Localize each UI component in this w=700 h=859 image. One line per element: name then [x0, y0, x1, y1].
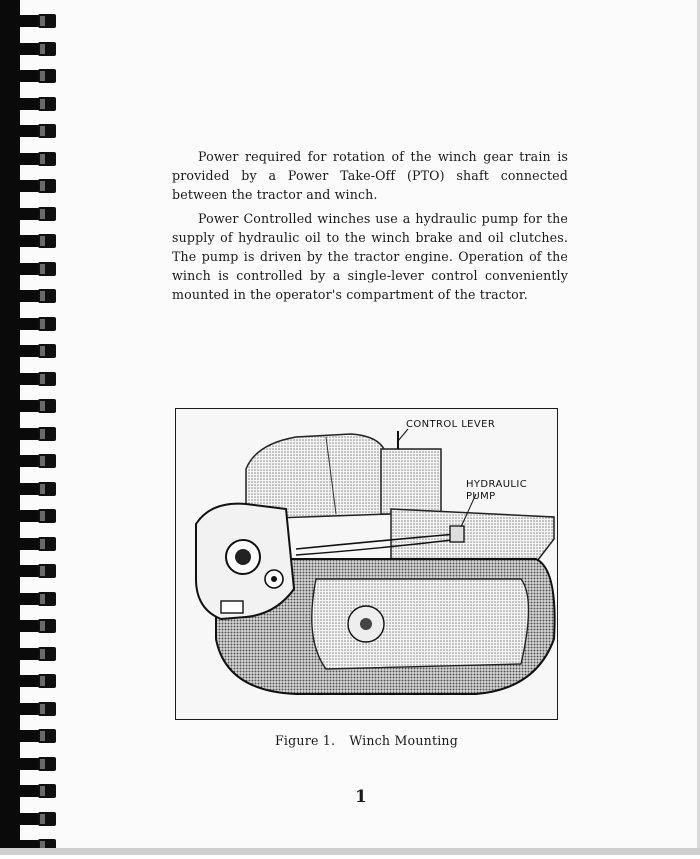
binding-coil [18, 452, 60, 470]
winch-tractor-illustration [176, 409, 558, 720]
binding-coil [18, 315, 60, 333]
binding-coil [18, 535, 60, 553]
binding-coil [18, 287, 60, 305]
binding-coil [18, 177, 60, 195]
binding-spine [0, 0, 20, 855]
body-paragraph-2: Power Controlled winches use a hydraulic pump for the supply of hydraulic oil to the winch brake and oil clutches. The pump is driven by the tractor engine. Operation of the winch is controlled by a single-lever control conveniently mounted in the operator's compartment of the tractor. [172, 210, 568, 303]
figure-caption [175, 733, 558, 748]
binding-coil [18, 480, 60, 498]
body-paragraph-1: Power required for rotation of the winch gear train is provided by a Power Take-Off (PTO) shaft connected between the tractor and winch. [172, 148, 568, 202]
binding-coil [18, 755, 60, 773]
binding-coil [18, 672, 60, 690]
page-edge-bottom [0, 848, 700, 855]
binding-coil [18, 782, 60, 800]
caption-title: Winch Mounting [349, 733, 459, 748]
spiral-binding [0, 0, 70, 855]
label-hydraulic: HYDRAULIC [466, 479, 528, 490]
binding-coil [18, 700, 60, 718]
binding-coil [18, 12, 60, 30]
binding-coil [18, 617, 60, 635]
label-pump: PUMP [466, 491, 496, 502]
figure-winch-mounting [175, 408, 558, 720]
binding-coil [18, 645, 60, 663]
binding-coil [18, 150, 60, 168]
binding-coil [18, 342, 60, 360]
binding-coil [18, 40, 60, 58]
binding-coil [18, 370, 60, 388]
binding-coil [18, 590, 60, 608]
binding-coil [18, 260, 60, 278]
caption-number: Figure 1. [274, 733, 336, 748]
binding-coil [18, 810, 60, 828]
binding-coil [18, 397, 60, 415]
binding-coil [18, 232, 60, 250]
binding-coil [18, 507, 60, 525]
binding-coil [18, 95, 60, 113]
binding-coil [18, 122, 60, 140]
binding-coil [18, 205, 60, 223]
binding-coil [18, 727, 60, 745]
binding-coil [18, 67, 60, 85]
page-number: 1 [355, 787, 367, 807]
binding-coil [18, 425, 60, 443]
binding-coil [18, 562, 60, 580]
label-control-lever: CONTROL LEVER [406, 419, 496, 430]
